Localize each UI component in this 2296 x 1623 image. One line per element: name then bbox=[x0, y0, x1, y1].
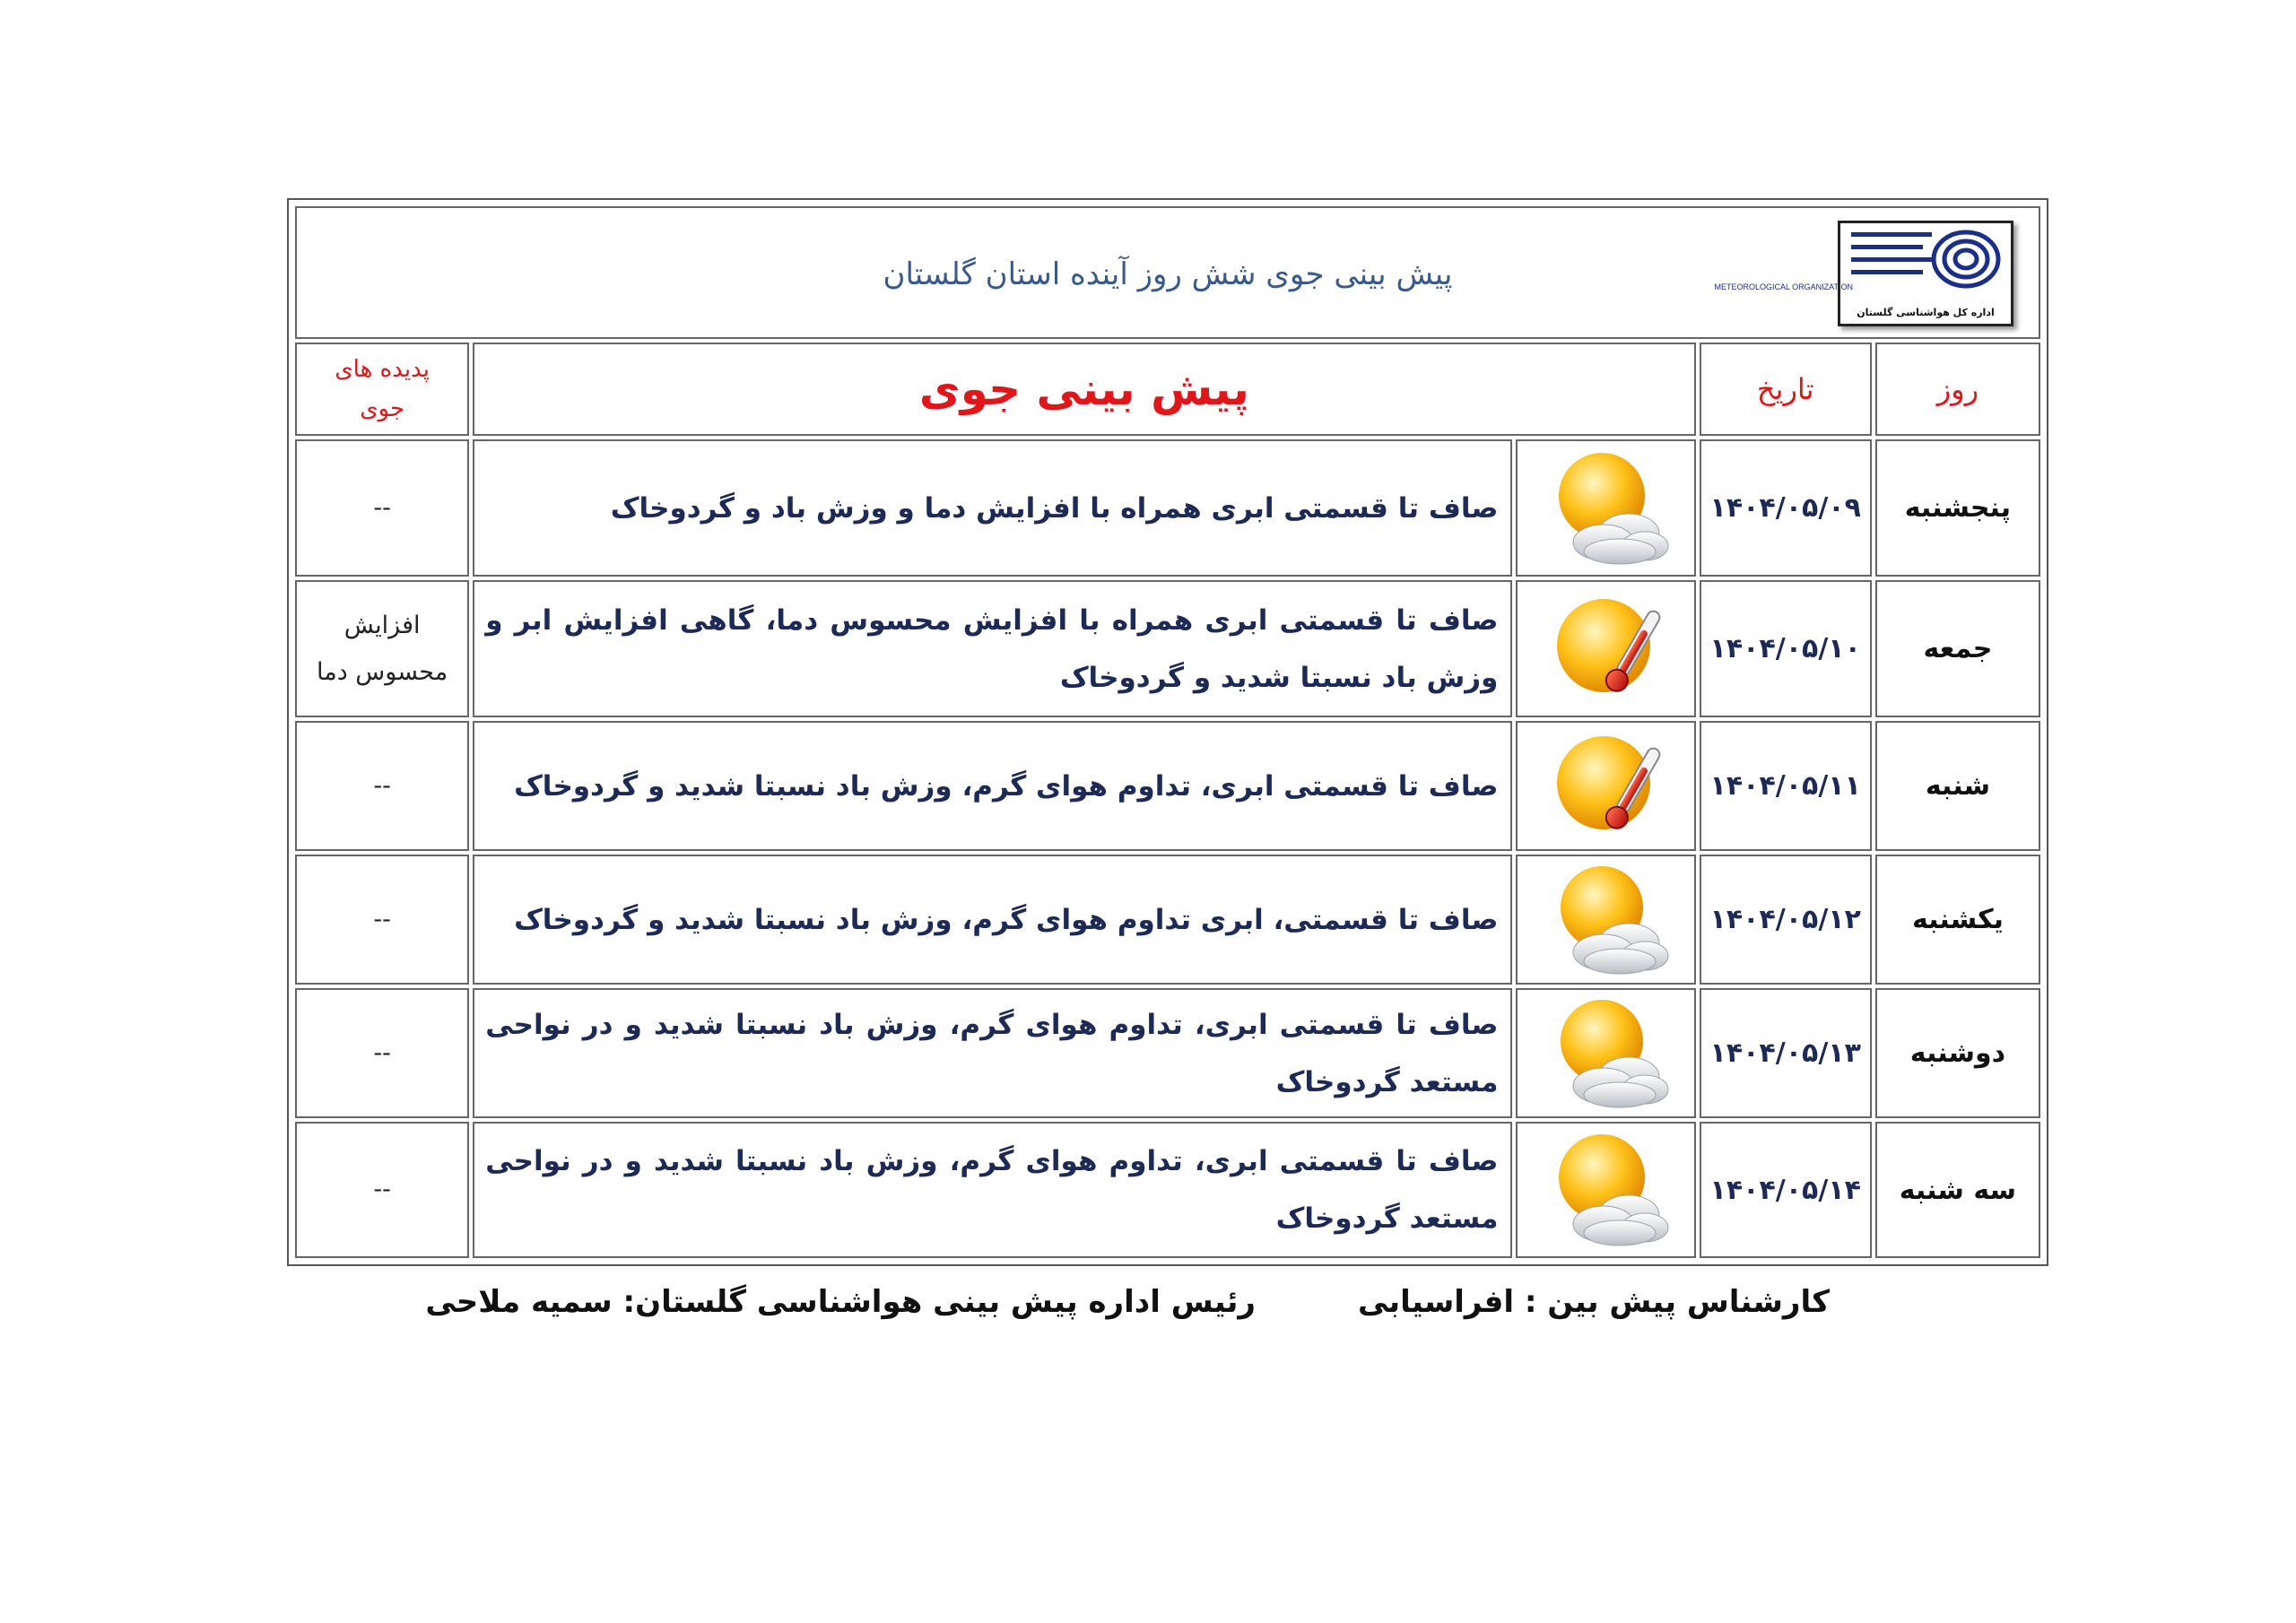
phenomena-cell bbox=[295, 1122, 469, 1258]
phenomena-cell bbox=[295, 580, 469, 717]
column-header-row bbox=[295, 343, 2040, 436]
phenomena-line1: -- bbox=[373, 771, 391, 800]
phenomena-cell bbox=[295, 439, 469, 577]
date-cell: ۱۴۰۴/۰۵/۱۱ bbox=[1700, 721, 1872, 851]
day-cell: دوشنبه bbox=[1875, 988, 2040, 1118]
table-row bbox=[295, 580, 2040, 717]
icon-cell bbox=[1516, 580, 1695, 717]
table-row bbox=[295, 721, 2040, 851]
phenomena-cell bbox=[295, 721, 469, 851]
logo-org-fa: اداره کل هواشناسی گلستان bbox=[1857, 307, 1995, 318]
icon-cell bbox=[1516, 721, 1695, 851]
day-cell: یکشنبه bbox=[1875, 855, 2040, 985]
forecast-cell: صاف تا قسمتی ابری همراه با افزایش محسوس دما، گاهی افزایش ابر و وزش باد نسبتا شدید و گردوخاک bbox=[473, 580, 1512, 717]
phenomena-line1: افزایش bbox=[344, 611, 421, 639]
day-cell: پنجشنبه bbox=[1875, 439, 2040, 577]
date-cell: ۱۴۰۴/۰۵/۰۹ bbox=[1700, 439, 1872, 577]
column-header-day: روز bbox=[1875, 343, 2040, 436]
sun-cloud-icon bbox=[1539, 446, 1674, 571]
forecast-cell: صاف تا قسمتی ابری، تداوم هوای گرم، وزش باد نسبتا شدید و گردوخاک bbox=[473, 721, 1512, 851]
phenomena-cell bbox=[295, 855, 469, 985]
forecaster-signature: کارشناس پیش بین : افراسیابی bbox=[1358, 1284, 1830, 1320]
phenomena-line1: -- bbox=[373, 905, 391, 933]
day-cell: جمعه bbox=[1875, 580, 2040, 717]
forecast-sheet bbox=[287, 198, 2048, 1266]
sun-cloud-icon bbox=[1539, 993, 1674, 1115]
icon-cell bbox=[1516, 988, 1695, 1118]
page-title: پیش بینی جوی شش روز آینده استان گلستان bbox=[883, 256, 1453, 292]
column-header-phenomena bbox=[295, 343, 469, 436]
table-row bbox=[295, 1122, 2040, 1258]
sun-thermometer-icon bbox=[1539, 586, 1674, 712]
date-cell: ۱۴۰۴/۰۵/۱۲ bbox=[1700, 855, 1872, 985]
day-cell: شنبه bbox=[1875, 721, 2040, 851]
table-row bbox=[295, 855, 2040, 985]
day-cell: سه شنبه bbox=[1875, 1122, 2040, 1258]
date-cell: ۱۴۰۴/۰۵/۱۰ bbox=[1700, 580, 1872, 717]
sun-cloud-icon bbox=[1539, 859, 1674, 981]
date-cell: ۱۴۰۴/۰۵/۱۳ bbox=[1700, 988, 1872, 1118]
logo-org-en: METEOROLOGICAL ORGANIZATION bbox=[1714, 282, 1853, 291]
sun-thermometer-icon bbox=[1539, 725, 1674, 847]
column-header-phenomena-line2: جوی bbox=[360, 395, 405, 422]
column-header-date: تاریخ bbox=[1700, 343, 1872, 436]
forecast-cell: صاف تا قسمتی ابری همراه با افزایش دما و وزش باد و گردوخاک bbox=[473, 439, 1512, 577]
forecast-cell: صاف تا قسمتی، ابری تداوم هوای گرم، وزش باد نسبتا شدید و گردوخاک bbox=[473, 855, 1512, 985]
chief-signature: رئیس اداره پیش بینی هواشناسی گلستان: سمیه ملاحی bbox=[425, 1284, 1256, 1320]
phenomena-line2: محسوس دما bbox=[317, 657, 448, 686]
phenomena-line1: -- bbox=[373, 493, 391, 522]
sun-cloud-icon bbox=[1539, 1127, 1674, 1253]
phenomena-line1: -- bbox=[373, 1038, 391, 1067]
icon-cell bbox=[1516, 1122, 1695, 1258]
column-header-forecast: پیش بینی جوی bbox=[473, 343, 1695, 436]
title-cell bbox=[295, 206, 2040, 339]
date-cell: ۱۴۰۴/۰۵/۱۴ bbox=[1700, 1122, 1872, 1258]
phenomena-cell bbox=[295, 988, 469, 1118]
forecast-cell: صاف تا قسمتی ابری، تداوم هوای گرم، وزش باد نسبتا شدید و در نواحی مستعد گردوخاک bbox=[473, 1122, 1512, 1258]
forecast-cell: صاف تا قسمتی ابری، تداوم هوای گرم، وزش باد نسبتا شدید و در نواحی مستعد گردوخاک bbox=[473, 988, 1512, 1118]
forecast-table bbox=[291, 203, 2044, 1262]
title-row bbox=[295, 206, 2040, 339]
phenomena-line1: -- bbox=[373, 1176, 391, 1203]
icon-cell bbox=[1516, 439, 1695, 577]
table-row bbox=[295, 439, 2040, 577]
column-header-phenomena-line1: پدیده های bbox=[335, 356, 430, 383]
icon-cell bbox=[1516, 855, 1695, 985]
table-row bbox=[295, 988, 2040, 1118]
